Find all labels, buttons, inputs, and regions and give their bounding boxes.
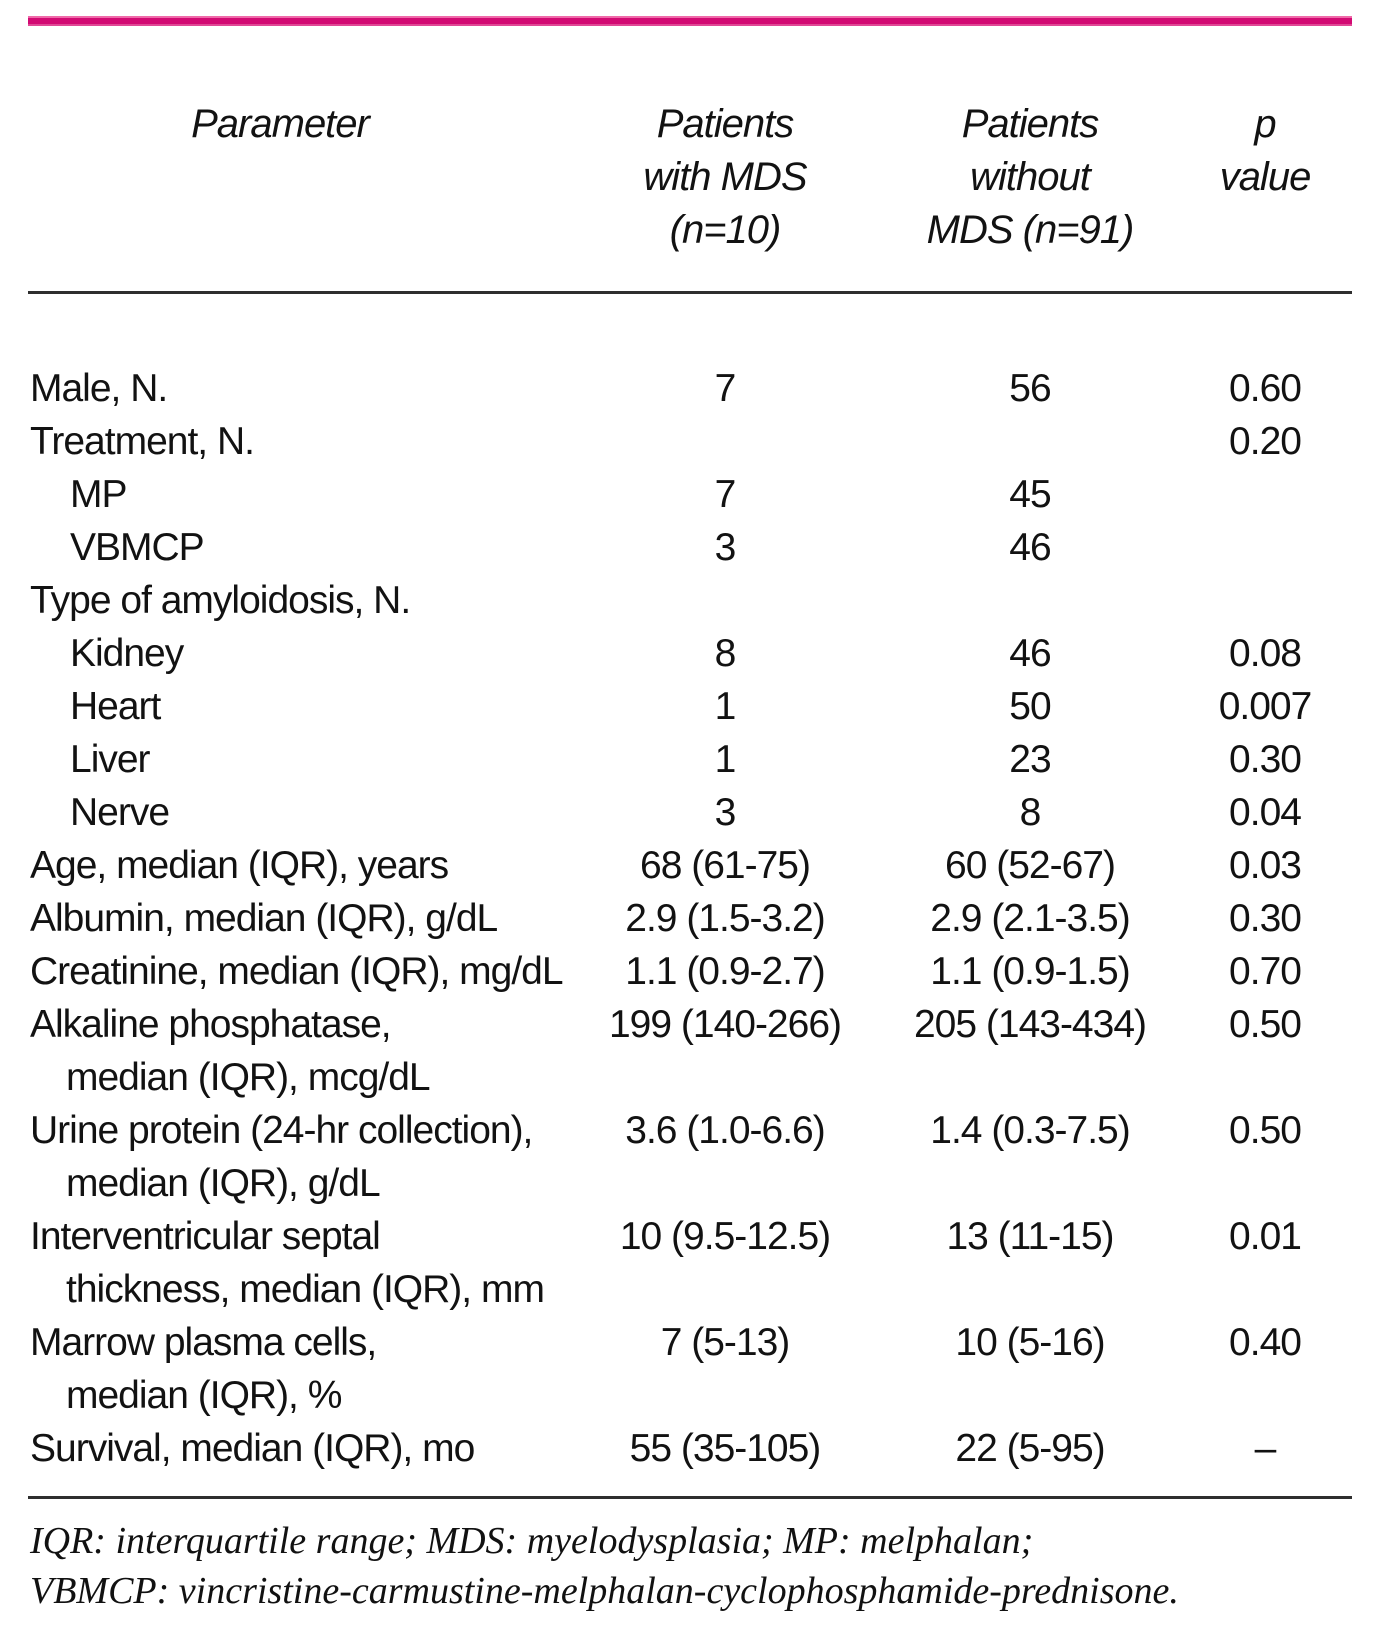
without-mds-value: 60 (52-67) bbox=[945, 844, 1115, 887]
table-row bbox=[0, 680, 1360, 733]
table-header-row bbox=[0, 98, 1360, 257]
table-row bbox=[0, 892, 1360, 945]
with-mds-value: 3 bbox=[714, 526, 736, 569]
table-row bbox=[0, 1104, 1360, 1210]
without-mds-value: 1.4 (0.3-7.5) bbox=[930, 1109, 1130, 1152]
table-row bbox=[0, 627, 1360, 680]
parameter-cell bbox=[0, 786, 560, 839]
parameter-label: Urine protein (24-hr collection), bbox=[30, 1109, 533, 1152]
parameter-label: VBMCP bbox=[70, 526, 204, 569]
parameter-label: Survival, median (IQR), mo bbox=[30, 1427, 475, 1470]
parameter-label: Age, median (IQR), years bbox=[30, 844, 449, 887]
table-row bbox=[0, 945, 1360, 998]
with-mds-value: 68 (61-75) bbox=[640, 844, 810, 887]
parameter-label: Alkaline phosphatase, bbox=[30, 1003, 391, 1046]
p-value: 0.01 bbox=[1229, 1215, 1301, 1258]
column-header-line: MDS (n=91) bbox=[926, 208, 1134, 252]
parameter-cell bbox=[0, 1422, 560, 1475]
table-row bbox=[0, 521, 1360, 574]
column-header-line: with MDS bbox=[643, 155, 807, 199]
column-header-line: value bbox=[1219, 155, 1311, 199]
parameter-cell bbox=[0, 733, 560, 786]
table-row bbox=[0, 362, 1360, 415]
column-header-line: without bbox=[970, 155, 1090, 199]
column-header-p-value bbox=[1170, 98, 1360, 257]
table-row bbox=[0, 1316, 1360, 1422]
table-row bbox=[0, 574, 1360, 627]
without-mds-value: 1.1 (0.9-1.5) bbox=[930, 950, 1130, 993]
with-mds-value: 55 (35-105) bbox=[629, 1427, 821, 1470]
parameter-label: Heart bbox=[70, 685, 161, 728]
without-mds-value: 45 bbox=[1009, 473, 1051, 516]
table-footnote bbox=[30, 1516, 1360, 1616]
table-row bbox=[0, 468, 1360, 521]
table-row bbox=[0, 786, 1360, 839]
table-row bbox=[0, 1210, 1360, 1316]
p-value: 0.20 bbox=[1229, 420, 1301, 463]
parameter-label: Albumin, median (IQR), g/dL bbox=[30, 897, 498, 940]
p-value: 0.70 bbox=[1229, 950, 1301, 993]
table-row bbox=[0, 998, 1360, 1104]
with-mds-value: 1 bbox=[714, 738, 736, 781]
without-mds-value: 13 (11-15) bbox=[946, 1215, 1114, 1258]
parameter-cell bbox=[0, 998, 560, 1104]
table-row bbox=[0, 733, 1360, 786]
without-mds-value: 10 (5-16) bbox=[955, 1321, 1105, 1364]
with-mds-value: 3.6 (1.0-6.6) bbox=[625, 1109, 825, 1152]
without-mds-value: 22 (5-95) bbox=[955, 1427, 1105, 1470]
parameter-cell bbox=[0, 1104, 560, 1210]
with-mds-value: 7 bbox=[714, 473, 736, 516]
p-value: 0.40 bbox=[1229, 1321, 1301, 1364]
footer-separator-rule bbox=[28, 1496, 1352, 1499]
column-header-without-mds bbox=[890, 98, 1170, 257]
parameter-label-continuation: median (IQR), g/dL bbox=[66, 1162, 380, 1205]
p-value: 0.04 bbox=[1229, 791, 1301, 834]
with-mds-value: 7 bbox=[714, 367, 736, 410]
p-value: 0.50 bbox=[1229, 1109, 1301, 1152]
parameter-label: Interventricular septal bbox=[30, 1215, 380, 1258]
table-body bbox=[0, 362, 1360, 1475]
without-mds-value: 46 bbox=[1009, 632, 1051, 675]
footnote-line: VBMCP: vincristine-carmustine-melphalan-cyclophosphamide-prednisone. bbox=[30, 1570, 1179, 1612]
with-mds-value: 3 bbox=[714, 791, 736, 834]
parameter-cell bbox=[0, 468, 560, 521]
with-mds-value: 8 bbox=[714, 632, 736, 675]
without-mds-value: 2.9 (2.1-3.5) bbox=[930, 897, 1130, 940]
footnote-line: IQR: interquartile range; MDS: myelodysplasia; MP: melphalan; bbox=[30, 1520, 1034, 1562]
without-mds-value: 205 (143-434) bbox=[913, 1003, 1146, 1046]
parameter-cell bbox=[0, 839, 560, 892]
parameter-label-continuation: median (IQR), % bbox=[66, 1374, 342, 1417]
parameter-cell bbox=[0, 362, 560, 415]
table-row bbox=[0, 839, 1360, 892]
with-mds-value: 10 (9.5-12.5) bbox=[619, 1215, 831, 1258]
parameter-label: Creatinine, median (IQR), mg/dL bbox=[30, 950, 563, 993]
without-mds-value: 56 bbox=[1009, 367, 1051, 410]
parameter-label: Male, N. bbox=[30, 367, 168, 410]
p-value: 0.60 bbox=[1229, 367, 1301, 410]
header-separator-rule bbox=[28, 291, 1352, 294]
parameter-label: Treatment, N. bbox=[30, 420, 254, 463]
p-value: – bbox=[1254, 1427, 1276, 1470]
with-mds-value: 1.1 (0.9-2.7) bbox=[625, 950, 825, 993]
parameter-label: MP bbox=[70, 473, 127, 516]
table-row bbox=[0, 1422, 1360, 1475]
parameter-cell bbox=[0, 574, 560, 627]
with-mds-value: 199 (140-266) bbox=[608, 1003, 841, 1046]
parameter-cell bbox=[0, 945, 563, 998]
without-mds-value: 23 bbox=[1009, 738, 1051, 781]
p-value: 0.03 bbox=[1229, 844, 1301, 887]
column-header-line: p bbox=[1254, 102, 1276, 146]
without-mds-value: 8 bbox=[1019, 791, 1041, 834]
p-value: 0.30 bbox=[1229, 738, 1301, 781]
p-value: 0.007 bbox=[1218, 685, 1312, 728]
column-header-with-mds bbox=[560, 98, 890, 257]
table-row bbox=[0, 415, 1360, 468]
parameter-label: Liver bbox=[70, 738, 150, 781]
column-header-line: Patients bbox=[656, 102, 794, 146]
p-value: 0.50 bbox=[1229, 1003, 1301, 1046]
parameter-label-continuation: median (IQR), mcg/dL bbox=[66, 1056, 430, 1099]
with-mds-value: 1 bbox=[714, 685, 736, 728]
column-header-line: (n=10) bbox=[669, 208, 781, 252]
parameter-cell bbox=[0, 415, 560, 468]
parameter-cell bbox=[0, 680, 560, 733]
parameter-label: Nerve bbox=[70, 791, 170, 834]
parameter-cell bbox=[0, 892, 560, 945]
p-value: 0.08 bbox=[1229, 632, 1301, 675]
parameter-label-continuation: thickness, median (IQR), mm bbox=[66, 1268, 544, 1311]
p-value: 0.30 bbox=[1229, 897, 1301, 940]
parameter-cell bbox=[0, 521, 560, 574]
parameter-cell bbox=[0, 1210, 560, 1316]
column-header-parameter bbox=[0, 98, 560, 257]
parameter-cell bbox=[0, 627, 560, 680]
without-mds-value: 46 bbox=[1009, 526, 1051, 569]
parameter-cell bbox=[0, 1316, 560, 1422]
parameter-label: Type of amyloidosis, N. bbox=[30, 579, 411, 622]
column-header-line: Parameter bbox=[191, 102, 369, 146]
without-mds-value: 50 bbox=[1009, 685, 1051, 728]
parameter-label: Kidney bbox=[70, 632, 184, 675]
accent-rule bbox=[28, 16, 1352, 26]
with-mds-value: 7 (5-13) bbox=[660, 1321, 790, 1364]
with-mds-value: 2.9 (1.5-3.2) bbox=[625, 897, 825, 940]
parameter-label: Marrow plasma cells, bbox=[30, 1321, 377, 1364]
column-header-line: Patients bbox=[961, 102, 1099, 146]
